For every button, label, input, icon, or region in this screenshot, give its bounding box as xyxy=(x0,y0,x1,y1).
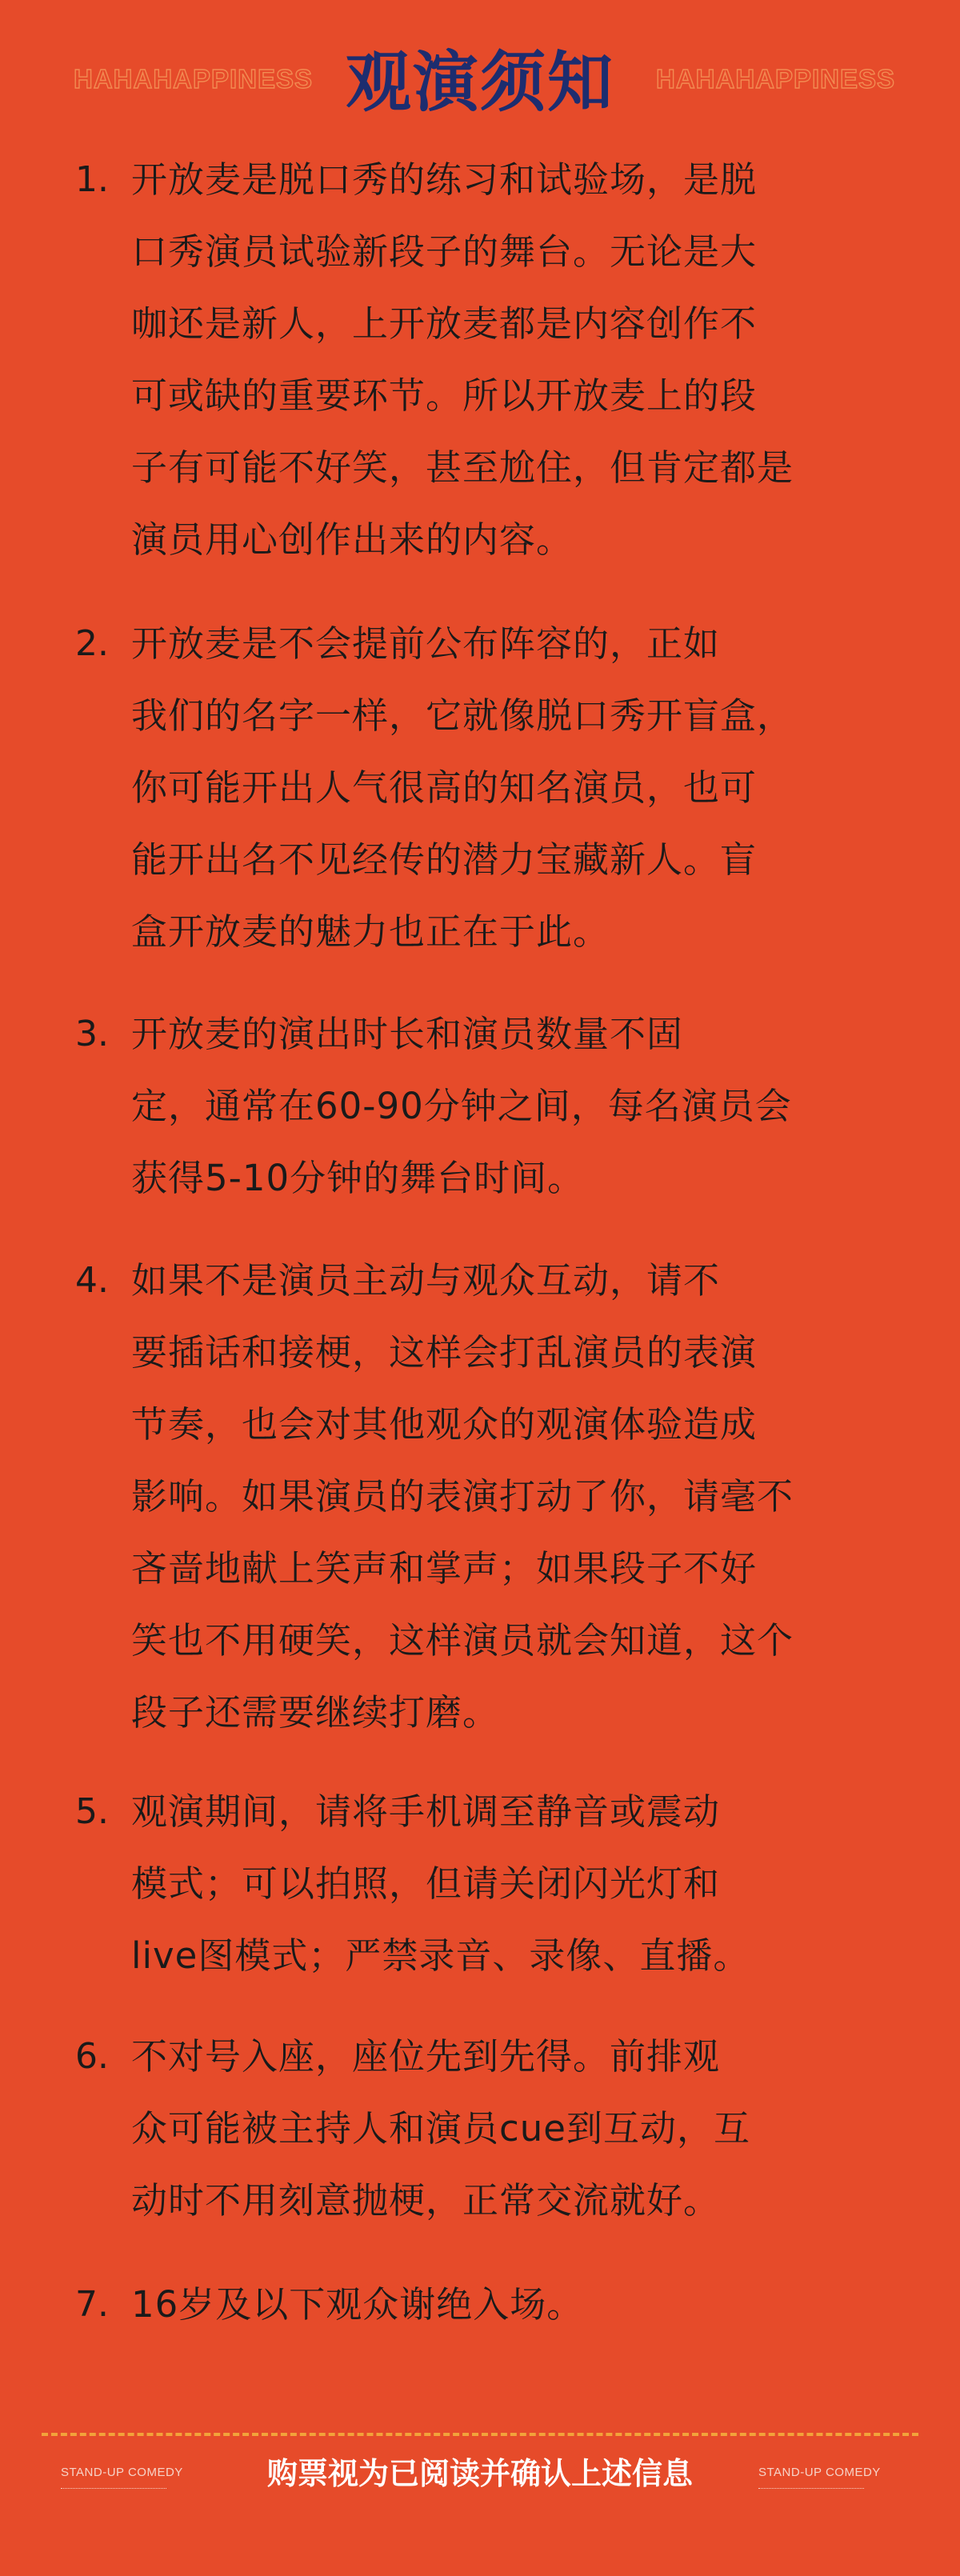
rule-text: 如果不是演员主动与观众互动，请不 要插话和接梗，这样会打乱演员的表演 节奏，也会对其他观众的观演体验造成 影响。如果演员的表演打动了你，请毫不 吝啬地献上笑声和掌声；如果段子不好 笑也不用硬笑，这样演员就会知道，这个 段子还需要继续打磨。 xyxy=(131,1259,794,1734)
rule-number: 1. xyxy=(75,159,109,200)
rule-number: 7. xyxy=(75,2284,109,2325)
page-title: 观演须知 xyxy=(345,45,614,121)
rule-text: 16岁及以下观众谢绝入场。 xyxy=(131,2283,584,2326)
rule-text: 开放麦的演出时长和演员数量不固 定，通常在60-90分钟之间，每名演员会 获得5-10分钟的舞台时间。 xyxy=(131,1013,792,1199)
rule-number: 5. xyxy=(75,1791,109,1832)
rule-text: 不对号入座，座位先到先得。前排观 众可能被主持人和演员cue到互动，互 动时不用刻意抛梗，正常交流就好。 xyxy=(131,2035,750,2222)
footer-tag-left: STAND-UP COMEDY xyxy=(61,2466,183,2479)
footer-note: 购票视为已阅读并确认上述信息 xyxy=(266,2456,693,2491)
brand-watermark-left: HAHAHAPPINESS xyxy=(74,64,314,94)
footer-tag-right-underline xyxy=(758,2488,864,2489)
brand-watermark-right: HAHAHAPPINESS xyxy=(656,64,896,94)
rule-number: 6. xyxy=(75,2036,109,2077)
rule-text: 开放麦是脱口秀的练习和试验场，是脱 口秀演员试验新段子的舞台。无论是大 咖还是新人，上开放麦都是内容创作不 可或缺的重要环节。所以开放麦上的段 子有可能不好笑，甚至尬住，但肯定都是 演员用心创作出来的内容。 xyxy=(131,158,794,561)
footer-tag-right: STAND-UP COMEDY xyxy=(758,2466,881,2479)
rule-number: 2. xyxy=(75,623,109,664)
footer-divider xyxy=(42,2433,918,2436)
rule-number: 4. xyxy=(75,1260,109,1301)
rule-text: 开放麦是不会提前公布阵容的，正如 我们的名字一样，它就像脱口秀开盲盒， 你可能开出人气很高的知名演员，也可 能开出名不见经传的潜力宝藏新人。盲 盒开放麦的魅力也正在于此。 xyxy=(131,622,794,953)
rule-number: 3. xyxy=(75,1014,109,1054)
header xyxy=(0,30,960,134)
rule-text: 观演期间，请将手机调至静音或震动 模式；可以拍照，但请关闭闪光灯和 live图模式；严禁录音、录像、直播。 xyxy=(131,1790,750,1977)
